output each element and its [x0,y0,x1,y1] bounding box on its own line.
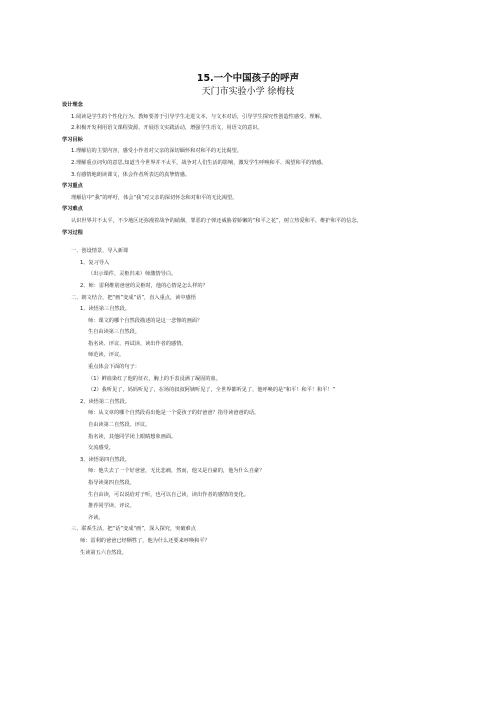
document-author: 天门市实验小学 徐梅枝 [201,87,295,97]
text-line: 交流感受。 [88,445,114,452]
text-line: 认识世界并不太平，不少地区还弥漫着战争的硝烟，罪恶的子弹还威胁着娇嫩的“和平之花”，树立热爱和平，维护和平的信念。 [71,217,362,224]
text-line: 生读第五六自然段。 [80,549,127,556]
text-line: 齐读。 [88,514,104,521]
text-line: （出示课件，灵柩归来）师激情导白。 [88,271,177,278]
section-heading: 设计理念 [62,102,83,108]
text-line: 3、读悟第四自然段。 [80,456,130,463]
section-heading: 学习重点 [62,183,83,190]
text-line: 2.理解重点词句的意思,知道当今世界并不太平，战争对人们生活的影响，激发学生呼唤和平、渴望和平的情感。 [71,159,327,166]
text-line: 重点体会下面的句子： [88,364,140,371]
document-body [62,100,442,559]
section-heading: 学习过程 [62,229,83,236]
text-line: 师：课文的哪个自然段描述的是这一悲惨的画面？ [88,317,203,324]
text-line: 指名读，其他同学闭上眼睛想象画面。 [88,433,177,440]
text-line: 师范读、评议。 [88,352,125,359]
text-line: 指导读第四自然段。 [88,480,135,486]
text-line: 自由读第二自然段、评议。 [88,422,151,429]
text-line: 1.阅读是学生的个性化行为。教师要善于引导学生走进文本，与文本对话，引导学生探究性创造性感受、理解。 [71,113,325,120]
text-line: 3.有感情地朗读课文，体会作者所表达的真挚情感。 [71,171,191,178]
text-line: 1、读悟第三自然段。 [80,306,130,313]
text-line: 一、创设情景，导入新课 [71,248,129,255]
text-line: 1、复习导入 [80,259,110,266]
text-line: 师：从文章的哪个自然段看出他是一个爱孩子的好爸爸？指导读爸爸的话。 [88,410,260,417]
text-line: （2）我听见了，妈妈听见了，在场的叔叔阿姨听见了，全世界都听见了，他呼唤的是“和平！和平！和平！” [88,387,336,394]
text-line: 2.积极开发利用语文课程资源，开展语文实践活动，增强学生语文、用语文的意识。 [71,125,263,132]
text-line: 师：雷利的爸爸已经牺牲了，他为什么还要来呼唤和平？ [80,537,210,544]
section-heading: 学习难点 [62,206,83,213]
spacer [62,239,442,246]
text-line: 二、朗文结合，把“画”变成“话”，直入重点，读中感悟 [71,294,196,301]
text-line: 生自由读，可以说给对子听，也可以自己读，读出作者的感情的变化。 [88,491,249,498]
text-line: 理解信中“我”的呼吁，体会“我”对父亲的深切怀念和对和平的无比渴望。 [71,194,238,201]
text-line: 2、师：雷利维别爸爸的灵柩时，他的心情是怎么样的？ [80,282,208,289]
text-line: 三、联系生活，把“话”变成“画”，深入探究，突破难点 [71,526,196,533]
text-line: 2、读悟第二自然段。 [80,398,130,405]
text-line: 1.理解信的主要内容，感受小作者对父亲的深切缅怀和对和平的无比渴望。 [71,148,242,155]
text-line: （1）鲜血染红了他的征衣，胸上的手表浸满了凝固的血。 [88,375,221,382]
text-line: 指名读、评议、再试读、读出作者的感情。 [88,340,187,347]
text-line: 推荐同学读、评议。 [88,503,135,510]
section-heading: 学习目标 [62,136,83,143]
text-line: 师：他失去了一个好爸爸，无比悲痛，然而，他又是自豪的，他为什么自豪？ [88,468,265,475]
text-line: 生自由读第三自然段。 [88,329,140,336]
document-title: 15.一个中国孩子的呼声 [196,73,300,84]
